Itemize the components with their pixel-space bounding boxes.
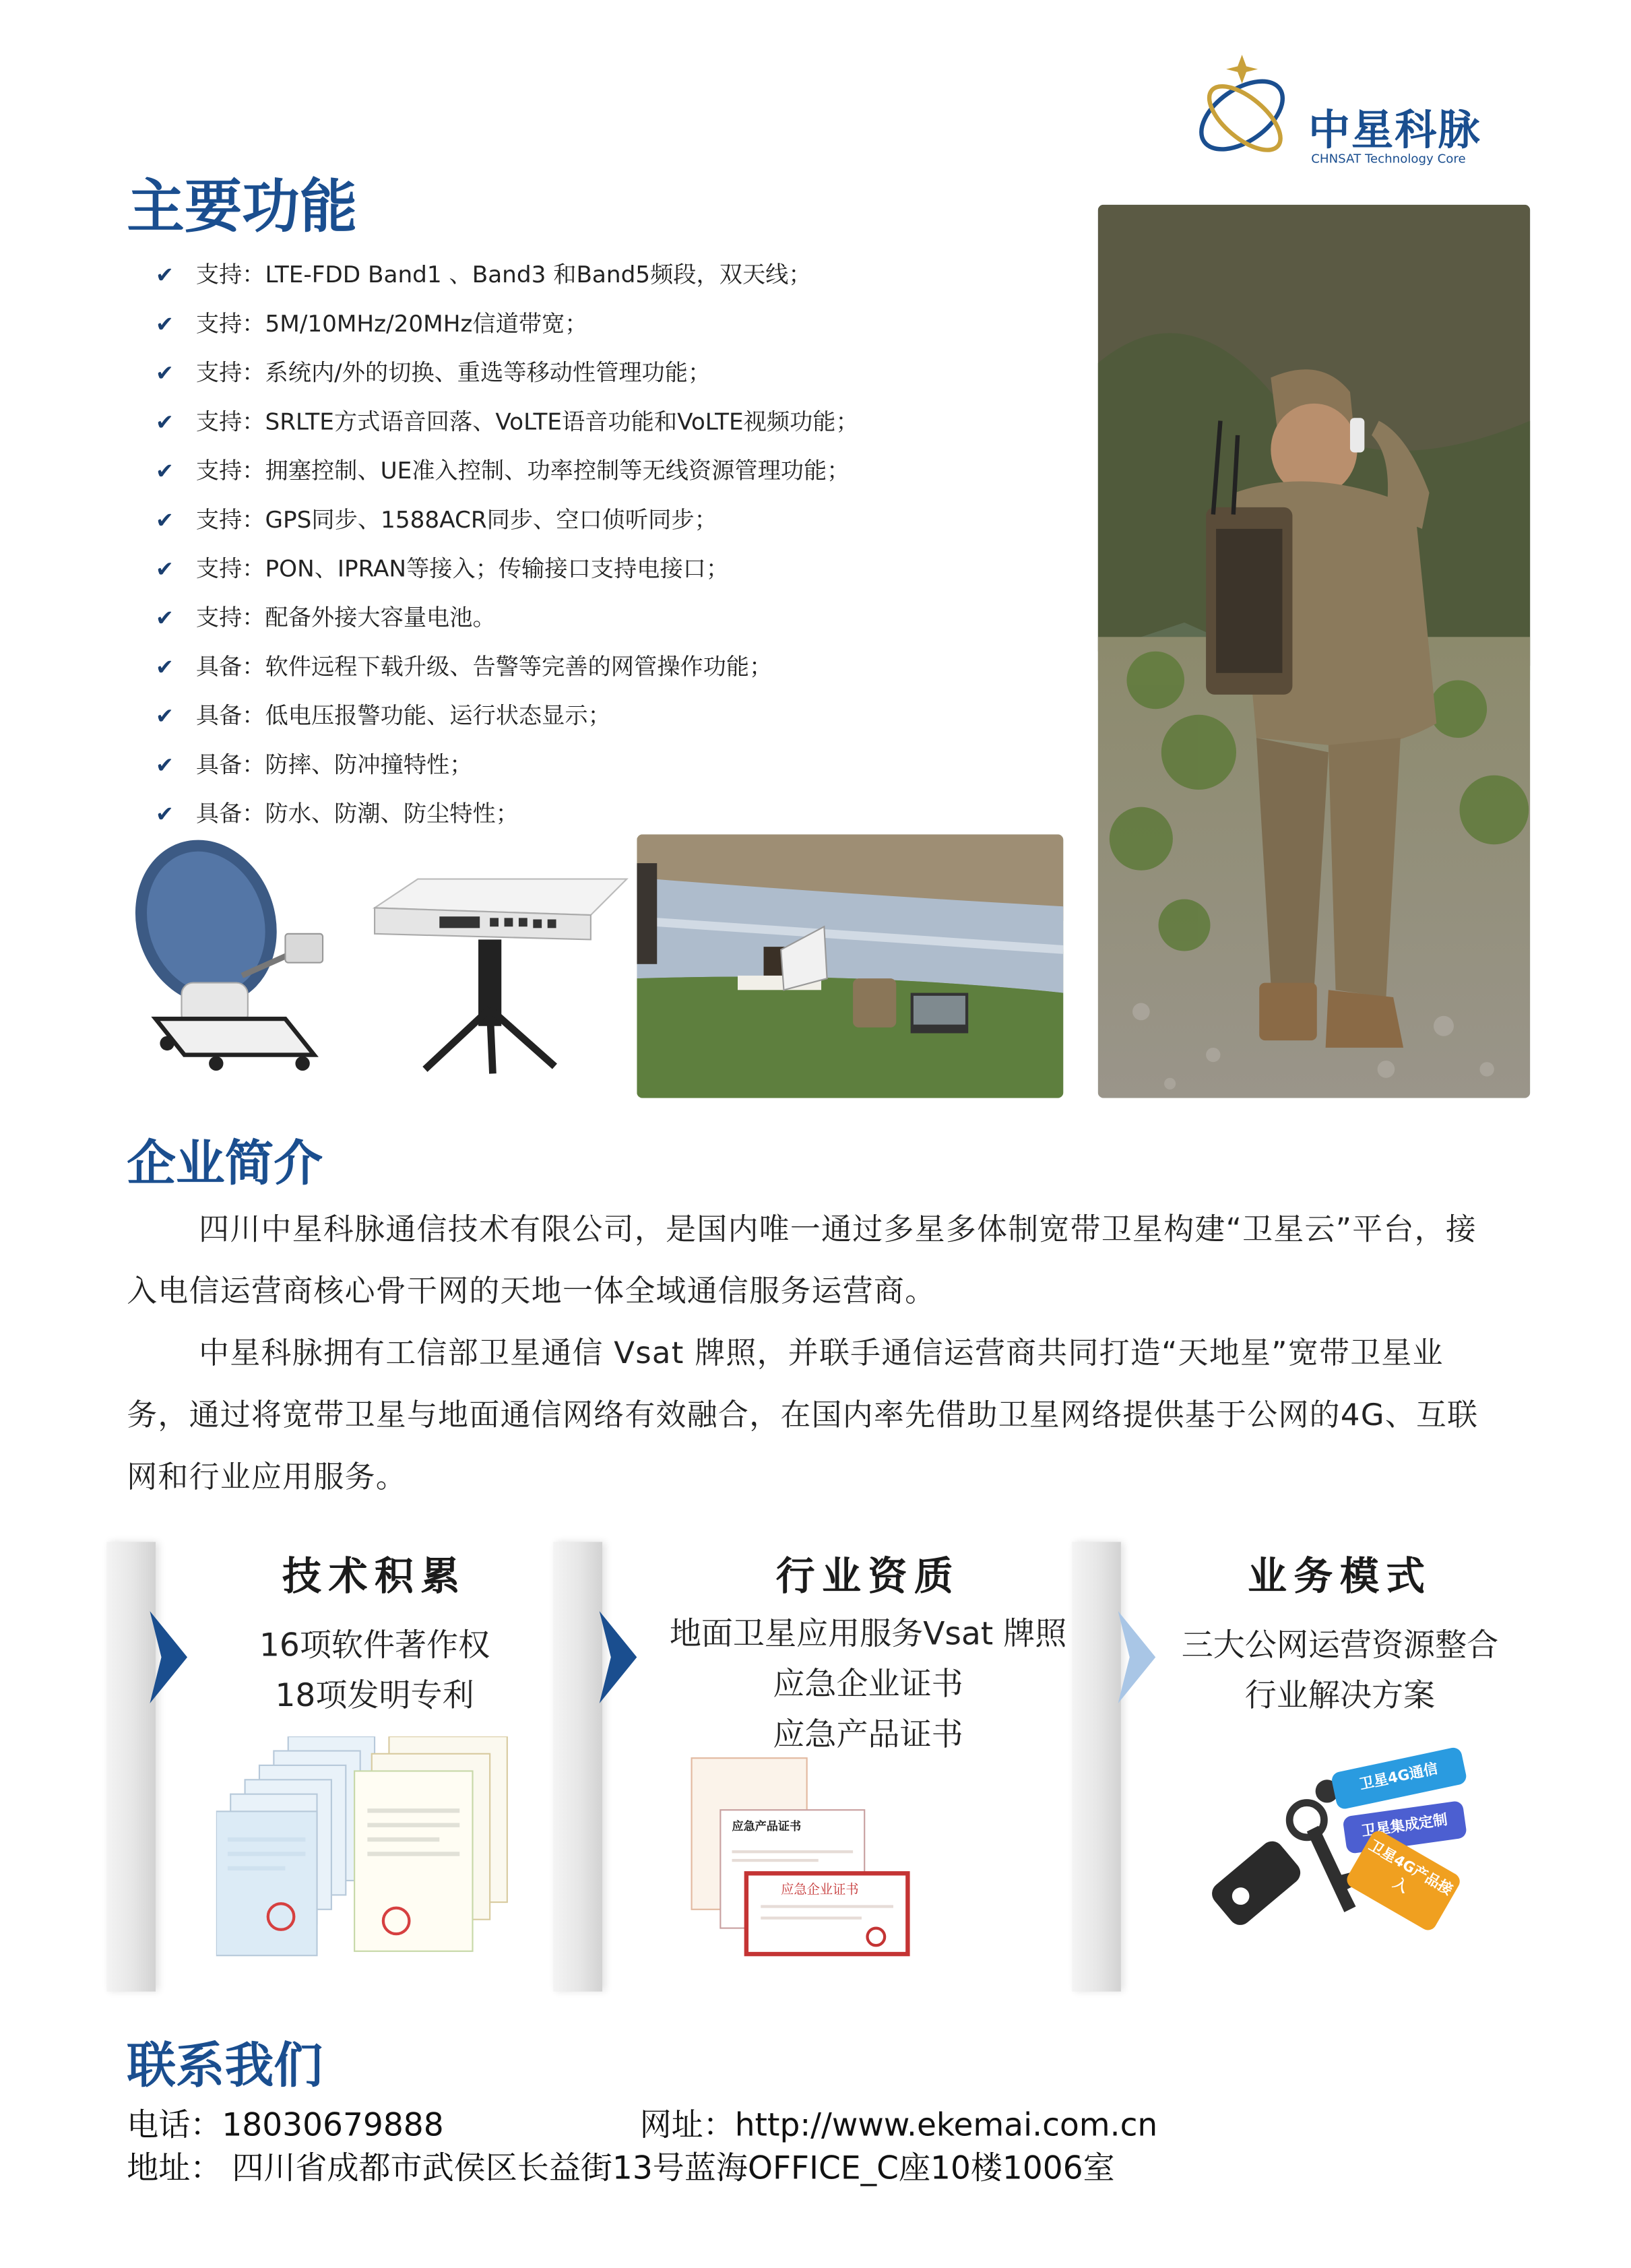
feature-text: 具备：防摔、防冲撞特性； — [195, 751, 473, 778]
enterprise-cert-title: 应急企业证书 — [781, 1883, 859, 1898]
check-icon: ✔ — [155, 556, 174, 583]
panel-business — [1153, 1545, 1527, 1722]
intro-heading: 企业简介 — [127, 1135, 323, 1193]
feature-item — [156, 741, 1078, 790]
check-icon: ✔ — [155, 654, 174, 681]
software-certificates-image — [216, 1736, 519, 1967]
check-icon: ✔ — [155, 262, 174, 288]
keys-image — [1203, 1751, 1492, 1953]
intro-text — [127, 1199, 1498, 1509]
feature-list — [156, 251, 1078, 839]
panel-line: 地面卫星应用服务Vsat 牌照 — [669, 1616, 1067, 1653]
check-icon: ✔ — [155, 605, 174, 631]
feature-text: 具备：防水、防潮、防尘特性； — [195, 799, 519, 827]
satellite-dish-photo — [127, 839, 343, 1091]
product-cert-title: 应急产品证书 — [732, 1820, 802, 1833]
satellite-orbit-icon — [1184, 43, 1314, 172]
company-logo — [1184, 43, 1530, 172]
feature-item — [156, 496, 1078, 545]
feature-text: 具备：低电压报警功能、运行状态显示； — [195, 701, 611, 730]
panel-line: 应急产品证书 — [773, 1718, 963, 1754]
feature-text: 支持：系统内/外的切换、重选等移动性管理功能； — [195, 358, 711, 387]
feature-item — [156, 643, 1078, 692]
panel-tech — [187, 1545, 562, 1722]
feature-item — [156, 398, 1078, 447]
feature-item — [156, 594, 1078, 643]
base-station-unit-photo — [360, 864, 634, 1081]
contact-phone: 电话：18030679888 — [127, 2108, 444, 2145]
panel-line: 行业解决方案 — [1244, 1678, 1436, 1715]
tag-4g-product: 卫星4G产品接入 — [1344, 1828, 1463, 1933]
check-icon: ✔ — [155, 409, 174, 435]
feature-text: 具备：软件远程下载升级、告警等完善的网管操作功能； — [195, 652, 773, 681]
panel-title: 行业资质 — [775, 1554, 961, 1600]
field-deployment-photo — [637, 834, 1063, 1098]
contact-website[interactable]: 网址：http://www.ekemai.com.cn — [639, 2108, 1158, 2145]
feature-item — [156, 692, 1078, 741]
contact-address: 地址： 四川省成都市武侯区长益街13号蓝海OFFICE_C座10楼1006室 — [127, 2151, 1115, 2188]
logo-name-cn: 中星科脉 — [1308, 105, 1481, 154]
feature-item — [156, 790, 1078, 839]
feature-text: 支持：LTE-FDD Band1 、Band3 和Band5频段，双天线； — [195, 261, 812, 288]
feature-text: 支持：配备外接大容量电池。 — [195, 604, 496, 631]
tag-4g-communication: 卫星4G通信 — [1331, 1746, 1468, 1810]
feature-text: 支持：GPS同步、1588ACR同步、空口侦听同步； — [195, 505, 717, 534]
panel-line: 18项发明专利 — [275, 1678, 474, 1715]
features-heading: 主要功能 — [127, 174, 358, 241]
feature-item — [156, 251, 1078, 300]
feature-item — [156, 544, 1078, 594]
check-icon: ✔ — [155, 703, 174, 730]
contact-heading: 联系我们 — [127, 2038, 323, 2096]
intro-paragraph: 中星科脉拥有工信部卫星通信 Vsat 牌照，并联手通信运营商共同打造“天地星”宽带卫星业务，通过将宽带卫星与地面通信网络有效融合，在国内率先借助卫星网络提供基于公网的4G、互联网和行业应用服务。 — [127, 1335, 1479, 1494]
check-icon: ✔ — [155, 507, 174, 534]
intro-paragraph: 四川中星科脉通信技术有限公司，是国内唯一通过多星多体制宽带卫星构建“卫星云”平台，接入电信运营商核心骨干网的天地一体全域通信服务运营商。 — [127, 1211, 1477, 1309]
feature-text: 支持：5M/10MHz/20MHz信道带宽； — [195, 309, 588, 338]
check-icon: ✔ — [155, 311, 174, 338]
logo-name-en: CHNSAT Technology Core — [1311, 152, 1466, 168]
check-icon: ✔ — [155, 801, 174, 827]
feature-item — [156, 300, 1078, 349]
panel-qualification — [634, 1545, 1102, 1761]
check-icon: ✔ — [155, 458, 174, 484]
emergency-certificates-image — [689, 1755, 919, 1957]
soldier-photo — [1098, 205, 1531, 1098]
check-icon: ✔ — [155, 752, 174, 778]
panel-title: 业务模式 — [1248, 1554, 1432, 1600]
panel-line: 三大公网运营资源整合 — [1181, 1628, 1499, 1665]
panel-line: 应急企业证书 — [773, 1667, 963, 1703]
panel-title: 技术积累 — [282, 1554, 467, 1600]
feature-text: 支持：PON、IPRAN等接入；传输接口支持电接口； — [195, 555, 730, 583]
panel-line: 16项软件著作权 — [259, 1628, 490, 1665]
check-icon: ✔ — [155, 360, 174, 387]
feature-text: 支持：拥塞控制、UE准入控制、功率控制等无线资源管理功能； — [195, 456, 850, 484]
feature-item — [156, 447, 1078, 496]
tag-integration: 卫星集成定制 — [1342, 1800, 1467, 1854]
feature-text: 支持：SRLTE方式语音回落、VoLTE语音功能和VoLTE视频功能； — [195, 408, 859, 435]
feature-item — [156, 349, 1078, 398]
